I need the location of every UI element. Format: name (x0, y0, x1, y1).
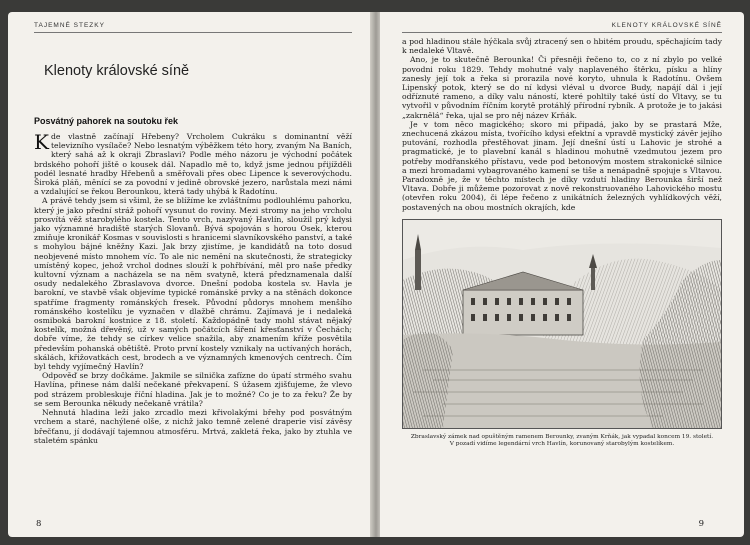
left-running-head: TAJEMNÉ STEZKY (34, 22, 105, 29)
paragraph: Nehnutá hladina leží jako zrcadlo mezi křivolakými břehy pod posvátným vrchem a staré, nachýlené olše, z nichž jako temně zelené draperie visí závěsy břečťanu, jí dodávají tajemnou atmosféru. Mrtvá, zakletá řeka, jako by ztuhla ve staletém spánku (34, 408, 352, 445)
paragraph (34, 132, 352, 196)
right-running-head: KLENOTY KRÁLOVSKÉ SÍNĚ (611, 22, 722, 29)
paragraph: Ano, je to skutečně Berounka! Či přesněji řečeno to, co z ní zbylo po velké povodni roku 1829. Tehdy mohutné valy naplaveného štěrku, písku a hlíny zanesly její tok a řeka si prorazila nové koryto, uhnula k Radotínu. Ovšem Lipenský potok, který se do ní kdysi vléval u dvorce Budy, napájí dál i její odříznuté rameno, a díky valu náností, které pohltily také ústí do Vltavy, se tu vytvořil v původním říčním korytě protáhlý přírodní rybník. A protože je to jakási „zakrnělá“ řeka, ujal se pro něj název Krňák. (402, 55, 722, 120)
engraving-illustration (402, 219, 722, 429)
paragraph: Odpověď se brzy dočkáme. Jakmile se silnička zafízne do úpatí strmého svahu Havlína, přinese nám další nečekané překvapení. S úžasem zjišťujeme, že vlevo pod strázem probleskuje říční hladina. Jak je to možné? Co je to za řeku? Že by se sem Berounka někudy nečekaně vrátila? (34, 371, 352, 408)
section-title: Posvátný pahorek na soutoku řek (34, 116, 179, 126)
castle-engraving-image (403, 220, 721, 428)
left-page-number: 8 (36, 519, 42, 529)
left-body-text (34, 132, 352, 445)
drop-cap: K (34, 130, 49, 154)
paragraph-text: de vlastně začínají Hřebeny? Vrcholem Cukráku s dominantní věží televizního vysílače? Nebo lesnatým výběžkem této hory, zvaným Na Baních, který sahá až k okraji Zbraslavi? Podle mého názoru je východní počátek brdského pohoří jiště o kousek dál. Napadlo mě to, když jsme jednou přijížděli podél lesnaté hradby Hřebenů a směřovali přes obec Lipence k severovýchodu. Široká pláň, měnící se za povodní v jedině obrovské jezero, narůstala mezi námi a vzdalující se řekou Berounkou, která tady uhýbá k Radotínu. (34, 132, 352, 197)
right-header-rule (402, 32, 722, 33)
paragraph: A právě tehdy jsem si všiml, že se blížíme ke zvláštnímu podlouhlému pahorku, který je jako přední stráž pohoří vysunut do roviny. Mezi stromy na jeho vrcholu prosvítá věž starobylého kostela. Tento vrch, nazývaný Havlín, sloužil prý kdysi jako významné hradiště starých Slovanů. Bývá spojován s horou Osek, kterou zmiňuje kronikář Kosmas v souvislosti s hranicemi slavníkovského panství, a také s mohylou bájné kněžny Kazi. Jak brzy zjistíme, je kandidátů na toto dosud neobjevené místo mnohem víc. To ale nic nemění na skutečnosti, že strategicky umístěný kopec, jehož vrchol dodnes slouží k pohřbívání, měl pro naše předky kultovní význam a nacházela se na něm svatyně, která předznamenala další osudy nedalekého Zbraslavova dvorce. Dnešní podoba kostela sv. Havla je barokní, ve stavbě však objevíme typické románské prvky a na stěnách dokonce spatříme fragmenty románských fresek. Původní půdorys mnohem menšího románského kostelíku je vyznačen v dlažbě chrámu. Zajímavá je i nedaleká osmiboká barokní kostnice z 18. století. Každopádně tady mohl stávat nějaký kostelík, možná dřevěný, už v samých počátcích šíření křesťanství v Čechách; dobře víme, že tehdy se církev velice snažila, aby znamením kříže posvětila především pohanská obětiště. Proto první kostely vznikaly na uctívaných horách, skálách, křižovatkách cest, brodech a ve významných kmenových centrech. Čím byl tehdy vyjímečný Havlín? (34, 196, 352, 372)
illustration-caption (408, 434, 716, 448)
caption-line: Zbraslavský zámek nad opuštěným ramenem Berounky, zvaným Krňák, jak vypadal koncem 19. století. (410, 433, 714, 440)
right-body-text (402, 37, 722, 212)
left-page (8, 12, 372, 537)
caption-line: V pozadí vidíme legendární vrch Havlín, korunovaný starobylým kostelíkem. (449, 440, 675, 447)
chapter-title: Klenoty královské síně (44, 63, 190, 79)
left-header-rule (34, 32, 352, 33)
right-page-number: 9 (698, 519, 704, 529)
right-page (380, 12, 744, 537)
paragraph: a pod hladinou stále hýčkala svůj ztracený sen o hbitém proudu, spěchajícím tady k nedaleké Vltavě. (402, 37, 722, 56)
paragraph: Je v tom něco magického; skoro mi připadá, jako by se prastará Mže, znechucená zkázou místa, tvořícího kdysi efektní a vpravdě mystický závěr jejího putování, rozhodla přestěhovat jinam. Její dnešní ústí u Lahovic je strohé a pragmatické, je to plavební kanál s hladinou mohutně vzedmutou jezem pro potřeby modřanského přístavu, vede pod betonovým mostem strakonické silnice a mezi hromadami vybagrovaného kamení se tiše a nenápadně spojuje s Vltavou. Paradoxně je, že v těchto místech je díky vzdutí hladiny Berounka širší než Vltava. Dobře ji můžeme pozorovat z nově rekonstruovaného Lahovického mostu (otevřen roku 2004), či lépe řečeno z unikátních železných vyhlídkových věží, postavených na obou mostních okrajích, kde (402, 119, 722, 212)
